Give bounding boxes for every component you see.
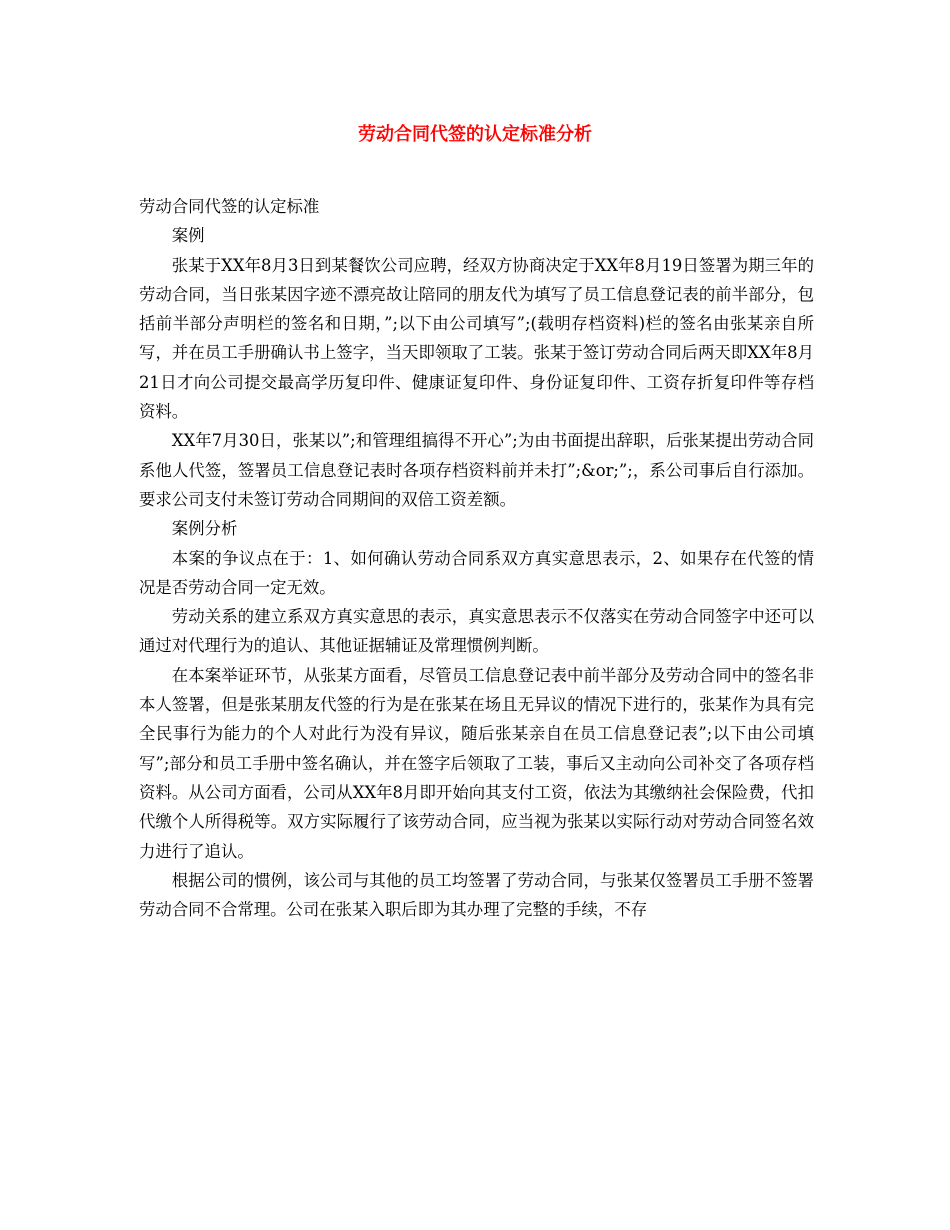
document-title: 劳动合同代签的认定标准分析	[358, 124, 592, 145]
paragraph: 根据公司的惯例，该公司与其他的员工均签署了劳动合同，与张某仅签署员工手册不签署劳动合同不合常理。公司在张某入职后即为其办理了完整的手续，不存	[139, 870, 814, 920]
subsection-heading-analysis: 案例分析	[171, 519, 238, 539]
subsection-heading-case: 案例	[171, 226, 205, 246]
paragraph: 劳动关系的建立系双方真实意思的表示，真实意思表示不仅落实在劳动合同签字中还可以通过对代理行为的追认、其他证据辅证及常理惯例判断。	[139, 607, 814, 656]
document-body	[139, 192, 814, 924]
section-heading: 劳动合同代签的认定标准	[139, 197, 320, 216]
paragraph: 张某于XX年8月3日到某餐饮公司应聘，经双方协商决定于XX年8月19日签署为期三年的劳动合同，当日张某因字迹不漂亮故让陪同的朋友代为填写了员工信息登记表的前半部分，包括前半部分声明栏的签名和日期，”;以下由公司填写”;(载明存档资料)栏的签名由张某亲自所写，并在员工手册确认书上签字，当天即领取了工装。张某于签订劳动合同后两天即XX年8月21日才向公司提交最高学历复印件、健康证复印件、身份证复印件、工资存折复印件等存档资料。	[139, 255, 814, 422]
paragraph: XX年7月30日，张某以”;和管理组搞得不开心”;为由书面提出辞职，后张某提出劳动合同系他人代签，签署员工信息登记表时各项存档资料前并未打”;&or;”;，系公司事后自行添加。要求公司支付未签订劳动合同期间的双倍工资差额。	[139, 431, 814, 509]
paragraph: 在本案举证环节，从张某方面看，尽管员工信息登记表中前半部分及劳动合同中的签名非本人签署，但是张某朋友代签的行为是在张某在场且无异议的情况下进行的，张某作为具有完全民事行为能力的个人对此行为没有异议，随后张某亲自在员工信息登记表”;以下由公司填写”;部分和员工手册中签名确认，并在签字后领取了工装，事后又主动向公司补交了各项存档资料。从公司方面看，公司从XX年8月即开始向其支付工资，依法为其缴纳社会保险费，代扣代缴个人所得税等。双方实际履行了该劳动合同，应当视为张某以实际行动对劳动合同签名效力进行了追认。	[139, 665, 814, 861]
paragraph: 本案的争议点在于：1、如何确认劳动合同系双方真实意思表示，2、如果存在代签的情况是否劳动合同一定无效。	[139, 548, 814, 597]
